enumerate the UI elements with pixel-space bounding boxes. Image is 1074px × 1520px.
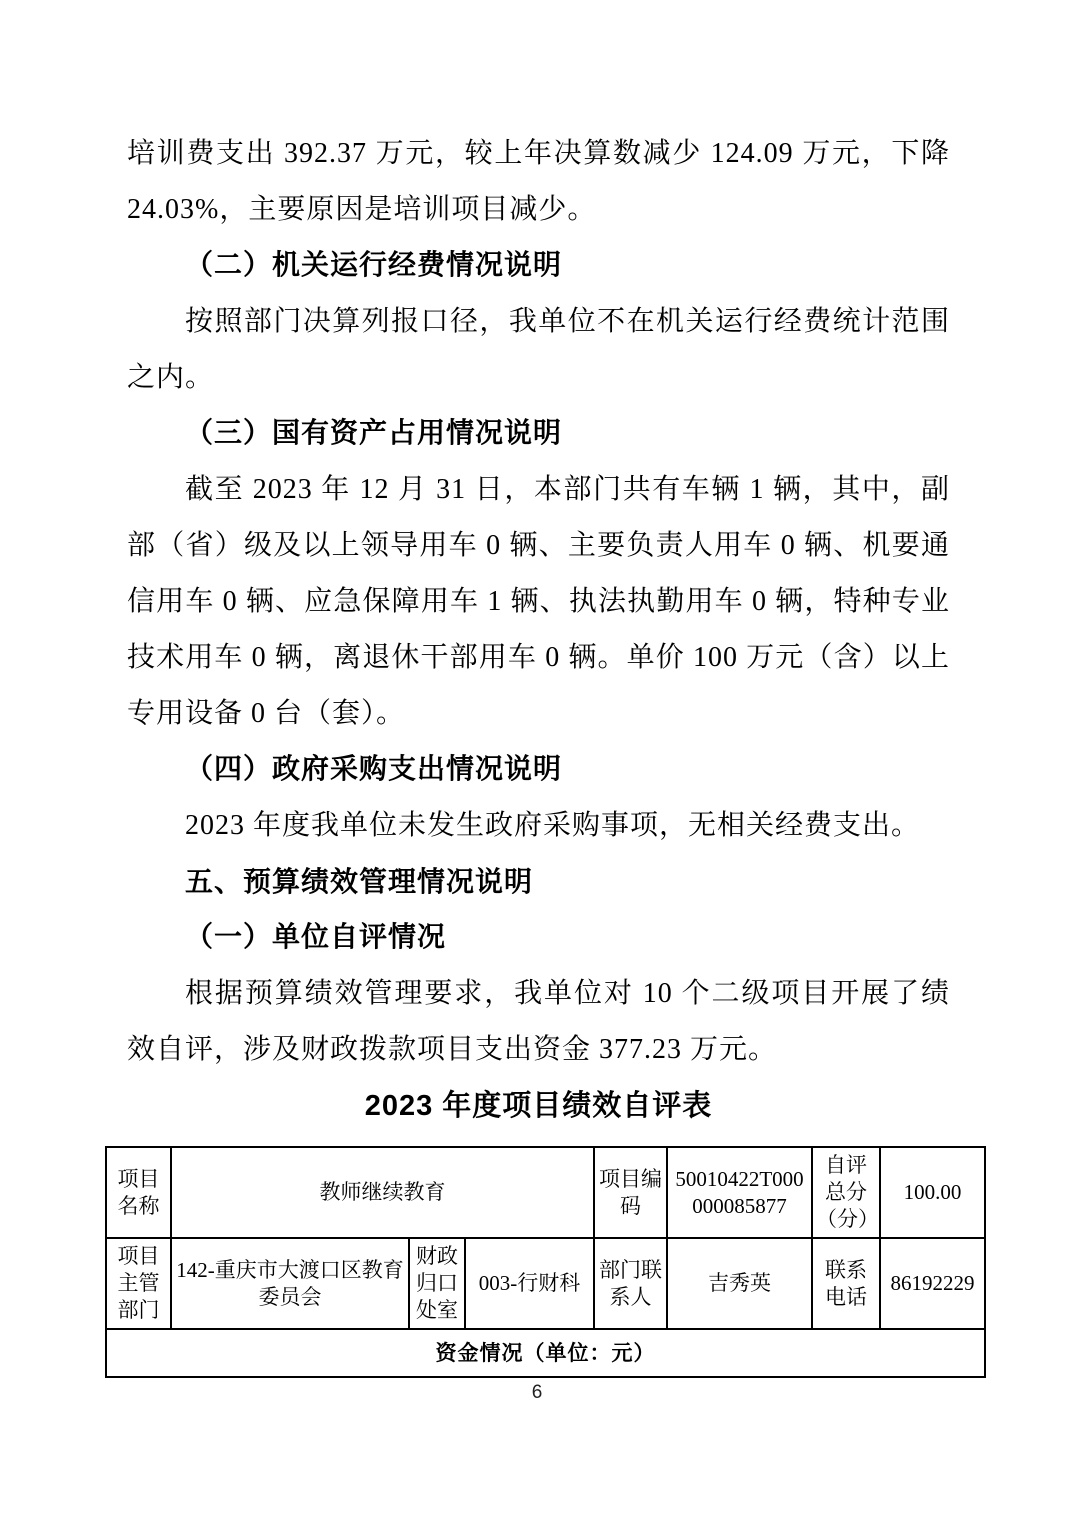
performance-self-evaluation-table (105, 1146, 986, 1378)
office-label: 财政归口处室 (409, 1238, 465, 1329)
table-row-project-name (106, 1147, 985, 1238)
para-state-assets: 截至 2023 年 12 月 31 日，本部门共有车辆 1 辆，其中，副部（省）级及以上领导用车 0 辆、主要负责人用车 0 辆、机要通信用车 0 辆、应急保障用车 1 辆、执法执勤用车 0 辆，特种专业技术用车 0 辆，离退休干部用车 0 辆。单价 100 万元（含）以上专用设备 0 台（套）。 (127, 474, 950, 729)
project-code-value: 50010422T000000085877 (667, 1147, 812, 1238)
para-self-evaluation: 根据预算绩效管理要求，我单位对 10 个二级项目开展了绩效自评，涉及财政拨款项目支出资金 377.23 万元。 (127, 978, 950, 1065)
para-agency-operating-costs: 按照部门决算列报口径，我单位不在机关运行经费统计范围之内。 (127, 306, 950, 393)
table-row-project-department (106, 1238, 985, 1329)
heading-subsection-1-self-evaluation: （一）单位自评情况 (185, 922, 447, 953)
para-gov-procurement: 2023 年度我单位未发生政府采购事项，无相关经费支出。 (185, 810, 921, 841)
para-training-expense: 培训费支出 392.37 万元，较上年决算数减少 124.09 万元，下降 24.03%，主要原因是培训项目减少。 (127, 138, 950, 225)
document-body (117, 126, 975, 1378)
project-name-value: 教师继续教育 (171, 1147, 594, 1238)
phone-value: 86192229 (880, 1238, 985, 1329)
contact-value: 吉秀英 (667, 1238, 812, 1329)
table-row-funding-header (106, 1329, 985, 1377)
project-name-label: 项目名称 (106, 1147, 171, 1238)
contact-label: 部门联系人 (594, 1238, 667, 1329)
phone-label: 联系电话 (812, 1238, 880, 1329)
dept-label: 项目主管部门 (106, 1238, 171, 1329)
heading-section-4-gov-procurement: （四）政府采购支出情况说明 (185, 754, 563, 785)
page-number: 6 (531, 1382, 543, 1403)
office-value: 003-行财科 (465, 1238, 594, 1329)
dept-value: 142-重庆市大渡口区教育委员会 (171, 1238, 409, 1329)
funding-section-header: 资金情况（单位：元） (106, 1329, 985, 1377)
table-title: 2023 年度项目绩效自评表 (364, 1090, 713, 1122)
heading-section-5-budget-performance: 五、预算绩效管理情况说明 (185, 866, 534, 897)
self-score-label: 自评总分（分） (812, 1147, 880, 1238)
project-code-label: 项目编码 (594, 1147, 667, 1238)
heading-section-2-agency-operating-costs: （二）机关运行经费情况说明 (185, 250, 563, 281)
heading-section-3-state-assets: （三）国有资产占用情况说明 (185, 418, 563, 449)
self-score-value: 100.00 (880, 1147, 985, 1238)
